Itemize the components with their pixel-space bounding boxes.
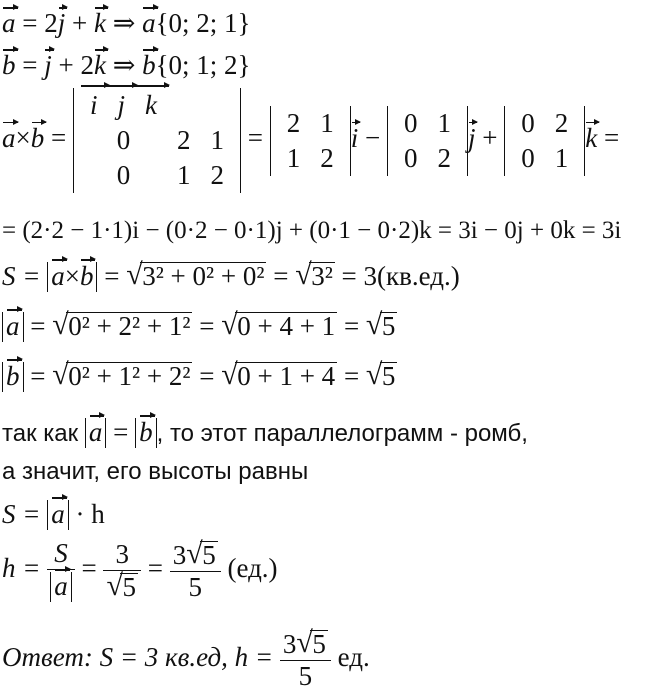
area-height-formula: S = a · h — [2, 499, 105, 529]
vector-a-definition: a = 2j + k ⇒ a{0; 2; 1} — [2, 8, 251, 38]
length-a: a = √ 0² + 2² + 1² = √ 0 + 4 + 1 = √ 5 — [2, 312, 397, 342]
vector-b-definition: b = j + 2k ⇒ b{0; 1; 2} — [2, 50, 251, 80]
det-2x2-b: 0 1 0 2 — [387, 106, 468, 176]
height-formula: h = $\frac{S}{a}$ = 3 √ 5 = 3 √ 5 5 (ед.) — [2, 536, 278, 602]
heights-statement: а значит, его высоты равны — [2, 458, 309, 485]
length-b: b = √ 0² + 1² + 2² = √ 0 + 1 + 4 = √ 5 — [2, 362, 397, 392]
rhombus-statement: так как a = b , то этот параллелограмм - ромб, — [2, 417, 528, 447]
det-2x2-a: 2 1 1 2 — [270, 106, 351, 176]
cross-product-determinant: a×b = i j k 0 2 1 0 1 2 = 2 1 1 2 i − 0 1 0 2 j + 0 2 0 1 k = — [2, 88, 619, 193]
det-2x2-c: 0 2 0 1 — [504, 106, 585, 176]
det-3x3: i j k 0 2 1 0 1 2 — [73, 88, 241, 193]
area-formula: S = a×b = √ 3² + 0² + 0² = √ 3² = 3(кв.ед.) — [2, 258, 460, 291]
answer-line: Ответ: S = 3 кв.ед, h = 3 √ 5 5 ед. — [2, 626, 370, 691]
cross-product-expansion: = (2·2 − 1·1)i − (0·2 − 0·1)j + (0·1 − 0·2)k = 3i − 0j + 0k = 3i — [2, 217, 622, 244]
